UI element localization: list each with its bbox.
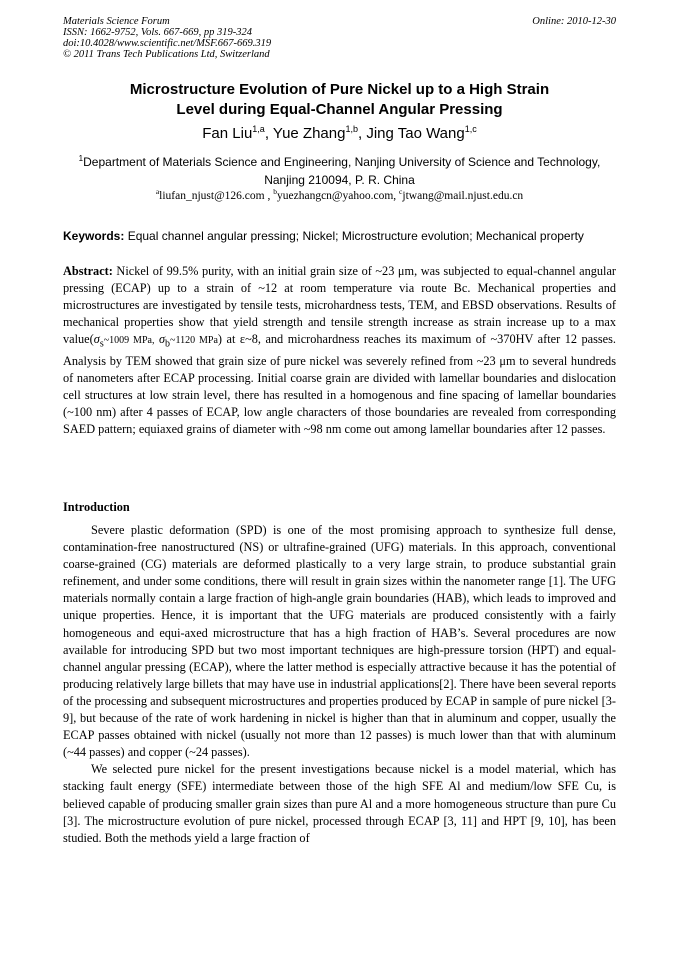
abstract-text: ) at ε~8, and microhardness reaches its maximum of ~370HV after 12 passes. Analysis by TEM showed that grain size of pure nickel was severely refined from ~23 μm to several hundreds of nanometers after ECAP processing. Initial coarse grain are divided with lamellar boundaries and dislocation cell structures at low strain level, there has resulted in a homogenous and fine spacing of lamellar boundaries (~100 nm) after 4 passes of ECAP, low angle characters of those boundaries are revealed from corresponding SAED pattern; equiaxed grains of diameter with ~98 nm come out among lamellar boundaries after 12 passes. [63, 332, 616, 437]
online-date: Online: 2010-12-30 [532, 16, 616, 27]
author-separator: , [357, 125, 367, 142]
affiliation [63, 153, 616, 189]
abstract-text: Nickel of 99.5% purity, with an initial grain size of ~23 μm, was subjected to equal-channel angular pressing (ECAP) up to a strain of ~12 at room temperature via route Bc. Mechanical properties and microstructures are investigated by tensile tests, microhardness tests, TEM, and EBSD observations. Results of mechanical properties show that yield strength and tensile strength increase as strain increase up to a max value( [63, 264, 616, 347]
affiliation-line-1 [63, 153, 616, 171]
affiliation-superscript: 1 [78, 154, 84, 163]
title-line-1: Microstructure Evolution of Pure Nickel up to a High Strain [129, 81, 550, 98]
abstract-value: ~1120 MPa [170, 335, 218, 347]
subscript: s [99, 338, 104, 350]
issn-line: ISSN: 1662-9752, Vols. 667-669, pp 319-324 [63, 27, 252, 38]
paragraph: Severe plastic deformation (SPD) is one of the most promising approach to synthesize full dense, contamination-free nanostructured (NS) or ultrafine-grained (UFG) materials. In this approach, conventional coarse-grained (CG) materials are deformed plastically to a very large strain, to produce substantial grain refinement, and under some conditions, there will result in grain sizes within the nanometer range [1]. The UFG materials normally contain a large fraction of high-angle grain boundaries (HAB), which leads to improved and unique properties. Hence, it is important that the UFG materials are produced consistently with a fairly homogeneous and equi-axed microstructure that has a high fraction of HAB’s. Several procedures are now available for introducing SPD but two most important techniques are high-pressure torsion (HPT) and equal-channel angular pressing (ECAP), where the latter method is especially attractive because it has the potential of producing relatively large billets that may have use in industrial applications[2]. There have been several reports of the processing and subsequent microstructures and properties produced by ECAP in sample of pure nickel [3-9], but because of the rate of work hardening in nickel is higher than that in aluminum and copper, usually the ECAP passes obtained with nickel (usually not more than 12 passes) is much lower than that with aluminum (~44 passes) and copper (~24 passes). [63, 523, 616, 760]
subscript: b [165, 338, 171, 350]
author-emails: $^a$liufan_njust@126.com , $^b$yuezhangcn@yahoo.com, $^c$jtwang@mail.njust.edu.cn [155, 187, 524, 202]
author-name: Fan Liu [202, 125, 253, 142]
author-list [63, 124, 616, 144]
author-separator: , [264, 125, 273, 142]
author-name: Yue Zhang [272, 125, 346, 142]
abstract-value: ~1009 MPa, [103, 335, 155, 347]
section-heading: Introduction [63, 500, 130, 514]
email-link[interactable]: liufan_njust@126.com [159, 190, 265, 202]
affiliation-text: Department of Materials Science and Engineering, Nanjing University of Science and Technology, [83, 155, 601, 169]
paper-title [63, 80, 616, 120]
email-superscript: b [273, 187, 277, 197]
sigma-symbol: σ [93, 332, 100, 347]
email-superscript: a [155, 187, 160, 197]
title-line-2: Level during Equal-Channel Angular Pressing [176, 101, 503, 118]
affiliation-line-2: Nanjing 210094, P. R. China [264, 173, 415, 187]
email-link[interactable]: jtwang@mail.njust.edu.cn [402, 190, 524, 202]
keywords-label: Keywords: [63, 229, 125, 243]
sigma-symbol: σ [158, 332, 166, 347]
author-superscript: 1,a [252, 124, 265, 134]
email-superscript: c [399, 187, 403, 197]
paragraph: We selected pure nickel for the present investigations because nickel is a model material, which has stacking fault energy (SFE) intermediate between those of the high SFE Al and medium/low SFE Cu, is believed capable of producing smaller grain sizes than pure Al and a more homogeneous structure than pure Cu [3]. The microstructure evolution of pure nickel, processed through ECAP [3, 11] and HPT [9, 10], has been studied. Both the methods yield a large fraction of [63, 762, 616, 845]
keywords-text: Equal channel angular pressing; Nickel; Microstructure evolution; Mechanical property [124, 229, 584, 243]
journal-header [63, 16, 616, 60]
author-superscript: 1,c [464, 124, 477, 134]
doi-line: doi:10.4028/www.scientific.net/MSF.667-669.319 [63, 38, 272, 49]
author-superscript: 1,b [345, 124, 358, 134]
abstract [63, 263, 616, 438]
keywords [63, 229, 616, 243]
introduction-body [63, 522, 616, 847]
author-name: Jing Tao Wang [366, 125, 465, 142]
journal-name: Materials Science Forum [63, 16, 170, 27]
copyright-line: © 2011 Trans Tech Publications Ltd, Switzerland [63, 49, 270, 60]
email-link[interactable]: yuezhangcn@yahoo.com [277, 190, 394, 202]
abstract-label: Abstract: [63, 264, 113, 278]
